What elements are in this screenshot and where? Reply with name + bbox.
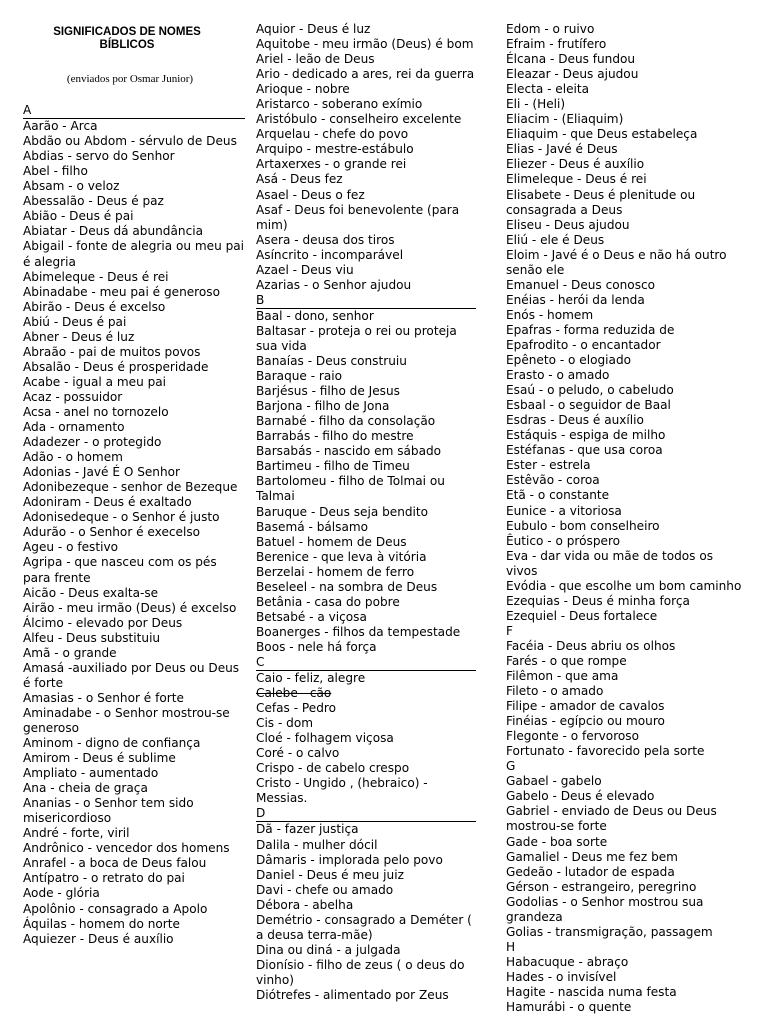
name-entry: Eliaquim - que Deus estabeleça [506, 127, 698, 142]
name-entry: Cristo - Ungido , (hebraico) - Messias. [256, 776, 428, 806]
name-entry: Ana - cheia de graça [23, 781, 148, 796]
section-letter: C [256, 655, 476, 671]
name-entry: Absam - o veloz [23, 179, 120, 194]
name-entry: Alfeu - Deus substituiu [23, 630, 161, 645]
name-entry: Abdias - servo do Senhor [23, 149, 175, 164]
name-entry: Betânia - casa do pobre [256, 594, 400, 609]
name-entry: Daniel - Deus é meu juiz [256, 867, 404, 882]
section-letter: B [256, 293, 476, 309]
name-entry: Absalão - Deus é prosperidade [23, 359, 209, 374]
name-entry: Adão - o homem [23, 450, 123, 465]
name-entry: Asá - Deus fez [256, 172, 343, 187]
name-entry: Dã - fazer justiça [256, 822, 359, 837]
name-entry: Finéias - egípcio ou mouro [506, 714, 665, 729]
name-entry: Adonias - Javé É O Senhor [23, 465, 181, 480]
name-entry: Abel - filho [23, 164, 88, 179]
name-entry: Baal - dono, senhor [256, 308, 374, 323]
name-entry: Asera - deusa dos tiros [256, 232, 395, 247]
name-entry: Hagite - nascida numa festa [506, 985, 677, 999]
name-entry: Airão - meu irmão (Deus) é excelso [23, 600, 237, 615]
name-entry: Erasto - o amado [506, 368, 610, 383]
section-letter: A [23, 103, 245, 119]
name-entry: Débora - abelha [256, 897, 354, 912]
name-entry: Ezequias - Deus é minha força [506, 593, 690, 608]
name-entry: Ampliato - aumentado [23, 766, 159, 781]
name-entry: Eloim - Javé é o Deus e não há outro senão ele [506, 247, 727, 277]
name-entry: Barjona - filho de Jona [256, 399, 390, 414]
name-entry: Eliú - ele é Deus [506, 232, 605, 247]
name-entry: Edom - o ruivo [506, 22, 595, 36]
name-entry: Aarão - Arca [23, 119, 98, 134]
name-entry: Eleazar - Deus ajudou [506, 67, 639, 82]
name-entry: Asíncrito - incomparável [256, 247, 404, 262]
name-entry: Epafrodito - o encantador [506, 337, 661, 352]
name-entry: Electa - eleita [506, 82, 590, 97]
column-2-entries [256, 22, 476, 1003]
name-entry: Eliezer - Deus é auxílio [506, 157, 645, 172]
name-entry: Amasias - o Senhor é forte [23, 690, 184, 705]
name-entry: Cis - dom [256, 716, 314, 731]
name-entry: Ananias - o Senhor tem sido misericordioso [23, 796, 194, 826]
name-entry: Amirom - Deus é sublime [23, 751, 176, 766]
name-entry: Aquitobe - meu irmão (Deus) é bom [256, 37, 474, 52]
name-entry: Epêneto - o elogiado [506, 353, 632, 368]
name-entry: Batuel - homem de Deus [256, 534, 407, 549]
name-entry: Áquilas - homem do norte [23, 916, 180, 931]
name-entry: Eunice - a vitoriosa [506, 503, 622, 518]
name-entry: Gedeão - lutador de espada [506, 864, 675, 879]
name-entry: Golias - transmigração, passagem [506, 924, 713, 939]
name-entry: Azarias - o Senhor ajudou [256, 277, 412, 292]
name-entry: Gade - boa sorte [506, 834, 608, 849]
name-entry: Diótrefes - alimentado por Zeus [256, 988, 449, 1002]
name-entry: Abinadabe - meu pai é generoso [23, 284, 220, 299]
name-entry: Gabael - gabelo [506, 774, 602, 789]
column-1 [23, 22, 245, 947]
name-entry: Apolônio - consagrado a Apolo [23, 901, 208, 916]
name-entry: Arquipo - mestre-estábulo [256, 142, 414, 157]
name-entry: Abião - Deus é pai [23, 209, 134, 224]
name-entry: Êutico - o próspero [506, 533, 621, 548]
name-entry: Aminadabe - o Senhor mostrou-se generoso [23, 705, 230, 735]
column-3 [506, 22, 742, 1015]
name-entry: Esbaal - o seguidor de Baal [506, 398, 671, 413]
name-entry: Anrafel - a boca de Deus falou [23, 856, 207, 871]
name-entry: Antípatro - o retrato do pai [23, 871, 185, 886]
name-entry: Aquior - Deus é luz [256, 22, 371, 36]
name-entry: Eva - dar vida ou mãe de todos os vivos [506, 548, 714, 578]
name-entry: Amã - o grande [23, 645, 117, 660]
name-entry: Élcana - Deus fundou [506, 52, 636, 67]
name-entry: Berzelai - homem de ferro [256, 564, 415, 579]
column-2 [256, 22, 476, 1003]
name-entry: Baltasar - proteja o rei ou proteja sua vida [256, 323, 457, 353]
name-entry: Asael - Deus o fez [256, 187, 365, 202]
name-entry: Elimeleque - Deus é rei [506, 172, 647, 187]
name-entry: Emanuel - Deus conosco [506, 277, 656, 292]
name-entry: Abiú - Deus é pai [23, 314, 127, 329]
name-entry: Demétrio - consagrado a Deméter ( a deusa terra-mãe) [256, 912, 472, 942]
name-entry: Coré - o calvo [256, 746, 340, 761]
name-entry: Acabe - igual a meu pai [23, 374, 167, 389]
name-entry: Abdão ou Abdom - sérvulo de Deus [23, 134, 237, 149]
name-entry: Abessalão - Deus é paz [23, 194, 164, 209]
name-entry: Hades - o invisível [506, 969, 617, 984]
name-entry: Acaz - possuidor [23, 389, 123, 404]
name-entry: Eliseu - Deus ajudou [506, 217, 630, 232]
name-entry: Álcimo - elevado por Deus [23, 615, 183, 630]
name-entry: Arquelau - chefe do povo [256, 127, 409, 142]
name-entry: Godolias - o Senhor mostrou sua grandeza [506, 894, 704, 924]
name-entry-struck: Calebe - cão [256, 686, 332, 701]
name-entry: Aminom - digno de confiança [23, 736, 201, 751]
name-entry: Fortunato - favorecido pela sorte [506, 744, 705, 759]
name-entry: Banaías - Deus construiu [256, 354, 407, 369]
name-entry: Adonisedeque - o Senhor é justo [23, 510, 220, 525]
name-entry: Filêmon - que ama [506, 669, 619, 684]
name-entry: Abigail - fonte de alegria ou meu pai é alegria [23, 239, 245, 269]
name-entry: Dina ou diná - a julgada [256, 942, 401, 957]
name-entry: Eliacim - (Eliaquim) [506, 112, 624, 127]
name-entry: Baruque - Deus seja bendito [256, 504, 429, 519]
name-entry: Esaú - o peludo, o cabeludo [506, 383, 674, 398]
name-entry: Bartimeu - filho de Timeu [256, 459, 410, 474]
name-entry: Adonibezeque - senhor de Bezeque [23, 480, 238, 495]
name-entry: Berenice - que leva à vitória [256, 549, 427, 564]
name-entry: Boanerges - filhos da tempestade [256, 624, 461, 639]
name-entry: Abner - Deus é luz [23, 329, 135, 344]
name-entry: Evódia - que escolhe um bom caminho [506, 578, 742, 593]
name-entry: Betsabé - a viçosa [256, 609, 367, 624]
name-entry: Barrabás - filho do mestre [256, 429, 414, 444]
name-entry: Ada - ornamento [23, 420, 125, 435]
name-entry: Estáquis - espiga de milho [506, 428, 666, 443]
name-entry: Aristarco - soberano exímio [256, 97, 423, 112]
name-entry: Ester - estrela [506, 458, 591, 473]
name-entry: Andrônico - vencedor dos homens [23, 841, 230, 856]
name-entry: Adurão - o Senhor é execelso [23, 525, 201, 540]
name-entry: Abimeleque - Deus é rei [23, 269, 169, 284]
name-entry: Crispo - de cabelo crespo [256, 761, 410, 776]
name-entry: Abraão - pai de muitos povos [23, 344, 201, 359]
name-entry: Amasá -auxiliado por Deus ou Deus é forte [23, 660, 240, 690]
name-entry: Facéia - Deus abriu os olhos [506, 638, 676, 653]
name-entry: Azael - Deus viu [256, 262, 354, 277]
name-entry: Flegonte - o fervoroso [506, 729, 640, 744]
name-entry: Etã - o constante [506, 488, 610, 503]
title-line-1: SIGNIFICADOS DE NOMES [53, 26, 201, 38]
name-entry: Adoniram - Deus é exaltado [23, 495, 192, 510]
name-entry: Cefas - Pedro [256, 701, 336, 716]
name-entry: Davi - chefe ou amado [256, 882, 394, 897]
name-entry: Bartolomeu - filho de Tolmai ou Talmai [256, 474, 445, 504]
section-letter: F [506, 623, 513, 638]
name-entry: Aicão - Deus exalta-se [23, 585, 159, 600]
name-entry: Abiatar - Deus dá abundância [23, 224, 203, 239]
name-entry: Adadezer - o protegido [23, 435, 162, 450]
name-entry: Dalila - mulher dócil [256, 837, 378, 852]
name-entry: Baraque - raio [256, 369, 343, 384]
name-entry: Gabelo - Deus é elevado [506, 789, 655, 804]
name-entry: Cloé - folhagem viçosa [256, 731, 394, 746]
name-entry: Fileto - o amado [506, 684, 604, 699]
name-entry: Ezequiel - Deus fortalece [506, 608, 658, 623]
name-entry: Eubulo - bom conselheiro [506, 518, 660, 533]
name-entry: Asaf - Deus foi benevolente (para mim) [256, 202, 460, 232]
name-entry: Barnabé - filho da consolação [256, 414, 436, 429]
section-letter: D [256, 806, 476, 822]
name-entry: Dionísio - filho de zeus ( o deus do vinho) [256, 957, 465, 987]
name-entry: Acsa - anel no tornozelo [23, 404, 169, 419]
name-entry: Epafras - forma reduzida de [506, 322, 675, 337]
name-entry: Elias - Javé é Deus [506, 142, 618, 157]
name-entry: Efraim - frutífero [506, 37, 607, 52]
name-entry: Artaxerxes - o grande rei [256, 157, 407, 172]
name-entry: Boos - nele há força [256, 639, 377, 654]
name-entry: Barjésus - filho de Jesus [256, 384, 400, 399]
name-entry: André - forte, viril [23, 826, 130, 841]
name-entry: Gérson - estrangeiro, peregrino [506, 879, 697, 894]
column-1-entries [23, 103, 245, 947]
name-entry: Filipe - amador de cavalos [506, 699, 665, 714]
name-entry: Enós - homem [506, 307, 594, 322]
name-entry: Habacuque - abraço [506, 954, 629, 969]
name-entry: Beseleel - na sombra de Deus [256, 579, 438, 594]
name-entry: Elisabete - Deus é plenitude ou consagrada a Deus [506, 187, 696, 217]
name-entry: Dâmaris - implorada pelo povo [256, 852, 443, 867]
name-entry: Ariel - leão de Deus [256, 52, 375, 67]
name-entry: Aode - glória [23, 886, 100, 901]
name-entry: Arioque - nobre [256, 82, 350, 97]
name-entry: Eli - (Heli) [506, 97, 566, 112]
name-entry: Agripa - que nasceu com os pés para frente [23, 555, 217, 585]
name-entry: Estéfanas - que usa coroa [506, 443, 663, 458]
name-entry: Aquiezer - Deus é auxílio [23, 931, 174, 946]
name-entry: Ario - dedicado a ares, rei da guerra [256, 67, 475, 82]
name-entry: Enéias - herói da lenda [506, 292, 645, 307]
name-entry: Hamurábi - o quente [506, 1000, 632, 1015]
section-letter: H [506, 939, 516, 954]
column-3-entries [506, 22, 742, 1015]
name-entry: Barsabás - nascido em sábado [256, 444, 442, 459]
document-title [23, 26, 231, 51]
name-entry: Farés - o que rompe [506, 653, 627, 668]
name-entry: Estêvão - coroa [506, 473, 600, 488]
document-subtitle: (enviados por Osmar Junior) [66, 73, 194, 85]
name-entry: Aristóbulo - conselheiro excelente [256, 112, 462, 127]
name-entry: Gamaliel - Deus me fez bem [506, 849, 678, 864]
section-letter: G [506, 759, 516, 774]
name-entry: Basemá - bálsamo [256, 519, 369, 534]
name-entry: Esdras - Deus é auxílio [506, 413, 644, 428]
title-line-2: BÍBLICOS [99, 38, 155, 51]
name-entry: Caio - feliz, alegre [256, 671, 366, 686]
name-entry: Abirão - Deus é excelso [23, 299, 166, 314]
name-entry: Ageu - o festivo [23, 540, 119, 555]
name-entry: Gabriel - enviado de Deus ou Deus mostrou-se forte [506, 804, 717, 834]
